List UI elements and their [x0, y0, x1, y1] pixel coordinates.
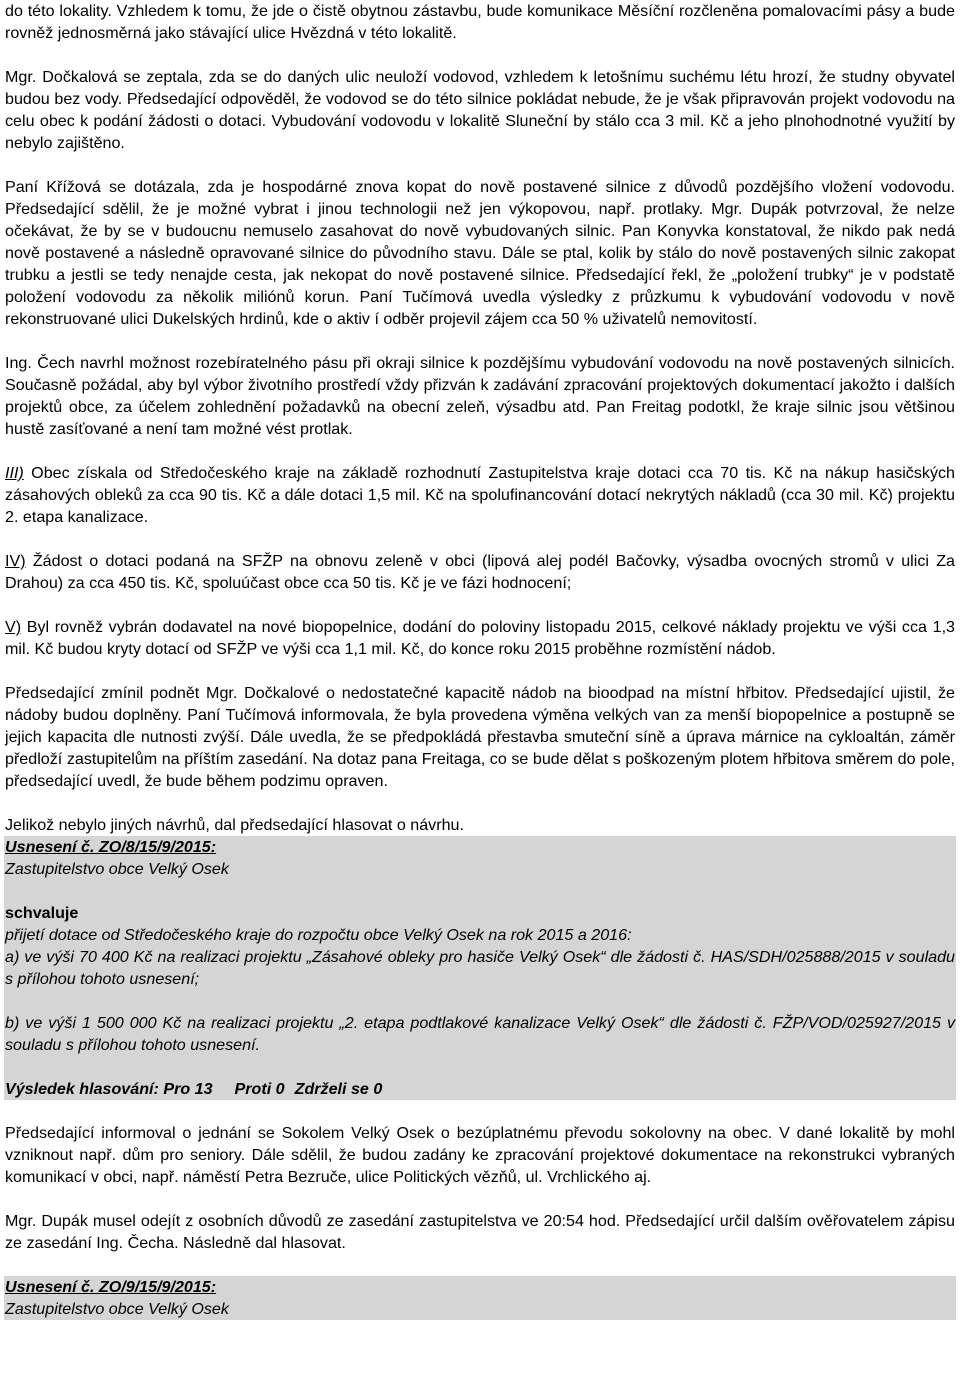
point-iii-text: Obec získala od Středočeského kraje na základě rozhodnutí Zastupitelstva kraje dotaci cca 70 tis. Kč na nákup hasičských zásahových obleků za cca 90 tis. Kč a dále dotaci 1,5 mil. Kč na spolufinancování dotací nekrytých nákladů (cca 30 mil. Kč) projektu 2. etapa kanalizace. — [5, 464, 955, 526]
resolution-body: Zastupitelstvo obce Velký Osek — [5, 860, 229, 878]
point-iii-label: III) — [5, 464, 24, 482]
resolution-number-2: Usnesení č. ZO/9/15/9/2015: — [5, 1278, 217, 1296]
resolution-item-a: a) ve výši 70 400 Kč na realizaci projektu „Zásahové obleky pro hasiče Velký Osek“ dle žádosti č. HAS/SDH/025888/2015 v souladu s přílohou tohoto usnesení; — [5, 948, 955, 988]
paragraph-ing-cech: Ing. Čech navrhl možnost rozebíratelného pásu při okraji silnice k pozdějšímu vybudování vodovodu na nově postavených silnicích. Současně požádal, aby byl výbor životního prostředí vždy přizván k zadávání zpracování projektových dokumentací jakožto i dalších projektů obce, za účelem zohlednění požadavků na obecní zeleň, výsadbu atd. Pan Freitag podotkl, že kraje silnic jsou většinou hustě zasíťované a není tam možné vést protlak. — [5, 354, 955, 438]
paragraph-hlasovani-intro: Jelikož nebylo jiných návrhů, dal předsedající hlasovat o návrhu. — [5, 816, 464, 834]
point-iv-text: Žádost o dotaci podaná na SFŽP na obnovu zeleně v obci (lipová alej podél Bačovky, výsadba ovocných stromů v ulici Za Drahou) za cca 450 tis. Kč, spoluúčast obce cca 50 tis. Kč je ve fázi hodnocení; — [5, 552, 955, 592]
resolution-item-b: b) ve výši 1 500 000 Kč na realizaci projektu „2. etapa podtlakové kanalizace Velký Osek“ dle žádosti č. FŽP/VOD/025927/2015 v souladu s přílohou tohoto usnesení. — [5, 1014, 955, 1054]
paragraph-vodovod-dotaz: Mgr. Dočkalová se zeptala, zda se do daných ulic neuloží vodovod, vzhledem k letošnímu suchému létu hrozí, že studny obyvatel budou bez vody. Předsedající odpověděl, že vodovod se do této silnice pokládat nebude, že je však připravován projekt vodovodu na celu obec k podání žádosti o dotaci. Vybudování vodovodu v lokalitě Sluneční by stálo cca 3 mil. Kč a jeho plnohodnotné využití by nebylo zajištěno. — [5, 68, 955, 152]
paragraph-point-iii — [5, 462, 955, 528]
resolution-block-8 — [4, 836, 956, 1100]
paragraph-hrbitov: Předsedající zmínil podnět Mgr. Dočkalové o nedostatečné kapacitě nádob na bioodpad na místní hřbitov. Předsedající ujistil, že nádoby budou doplněny. Paní Tučímová informovala, že byla provedena výměna velkých van za menší biopopelnice a postupně se jejich kapacita dle nutnosti zvýší. Dále uvedla, že se předpokládá přestavba smuteční síně a úprava márnice na cykloaltán, záměr předloží zastupitelům na příštím zasedání. Na dotaz pana Freitaga, co se bude dělat s poškozeným plotem hřbitova směrem do pole, předsedající uvedl, že bude během podzimu opraven. — [5, 684, 955, 790]
resolution-body-2: Zastupitelstvo obce Velký Osek — [5, 1300, 229, 1318]
paragraph-sokol: Předsedající informoval o jednání se Sokolem Velký Osek o bezúplatnému převodu sokolovny na obec. V dané lokalitě by mohl vzniknout např. dům pro seniory. Dále sdělil, že budou zadány ke zpracování projektové dokumentace na rekonstrukci vybraných komunikací v obci, např. náměstí Petra Bezruče, ulice Politických vězňů, ul. Vrchlického aj. — [5, 1124, 955, 1186]
vote-abstain: Zdrželi se 0 — [294, 1080, 383, 1098]
vote-for: Výsledek hlasování: Pro 13 — [5, 1080, 213, 1098]
resolution-verb: schvaluje — [5, 904, 79, 922]
resolution-intro: přijetí dotace od Středočeského kraje do rozpočtu obce Velký Osek na rok 2015 a 2016: — [5, 926, 632, 944]
vote-against: Proti 0 — [234, 1080, 285, 1098]
resolution-block-9 — [4, 1276, 956, 1320]
point-v-text: Byl rovněž vybrán dodavatel na nové biopopelnice, dodání do poloviny listopadu 2015, celkové náklady projektu ve výši cca 1,3 mil. Kč budou kryty dotací od SFŽP ve výši cca 1,1 mil. Kč, do konce roku 2015 proběhne rozmístění nádob. — [5, 618, 955, 658]
resolution-number: Usnesení č. ZO/8/15/9/2015: — [5, 838, 217, 856]
point-v-label: V) — [5, 618, 22, 636]
paragraph-point-iv — [5, 550, 955, 594]
resolution-vote — [5, 1078, 955, 1100]
paragraph-point-v — [5, 616, 955, 660]
point-iv-label: IV) — [5, 552, 26, 570]
paragraph-lokalita: do této lokality. Vzhledem k tomu, že jde o čistě obytnou zástavbu, bude komunikace Měsíční rozčleněna pomalovacími pásy a bude rovněž jednosměrná jako stávající ulice Hvězdná v této lokalitě. — [5, 2, 955, 42]
paragraph-silnice-diskuse: Paní Křížová se dotázala, zda je hospodárné znova kopat do nově postavené silnice z důvodů pozdějšího vložení vodovodu. Předsedající sdělil, že je možné vybrat i jinou technologii než jen výkopovou, např. protlaky. Mgr. Dupák potvrzoval, že nelze očekávat, že by se v budoucnu nemuselo zasahovat do nově vybudovaných silnic. Pan Konyvka konstatoval, že nikdo pak nedá nově postavené a následně opravované silnice do původního stavu. Dále se ptal, kolik by stálo do nově postavených silnic zakopat trubku a jestli se tedy nenajde cesta, jak nekopat do nově postavené silnice. Předsedající řekl, že „položení trubky“ je v podstatě položení vodovodu za několik miliónů korun. Paní Tučímová uvedla výsledky z průzkumu k vybudování vodovodu v nově rekonstruované ulici Dukelských hrdinů, kde o aktiv í odběr projevil zájem cca 50 % uživatelů nemovitostí. — [5, 178, 955, 328]
paragraph-dupak-odchod: Mgr. Dupák musel odejít z osobních důvodů ze zasedání zastupitelstva ve 20:54 hod. Předsedající určil dalším ověřovatelem zápisu ze zasedání Ing. Čecha. Následně dal hlasovat. — [5, 1212, 955, 1252]
